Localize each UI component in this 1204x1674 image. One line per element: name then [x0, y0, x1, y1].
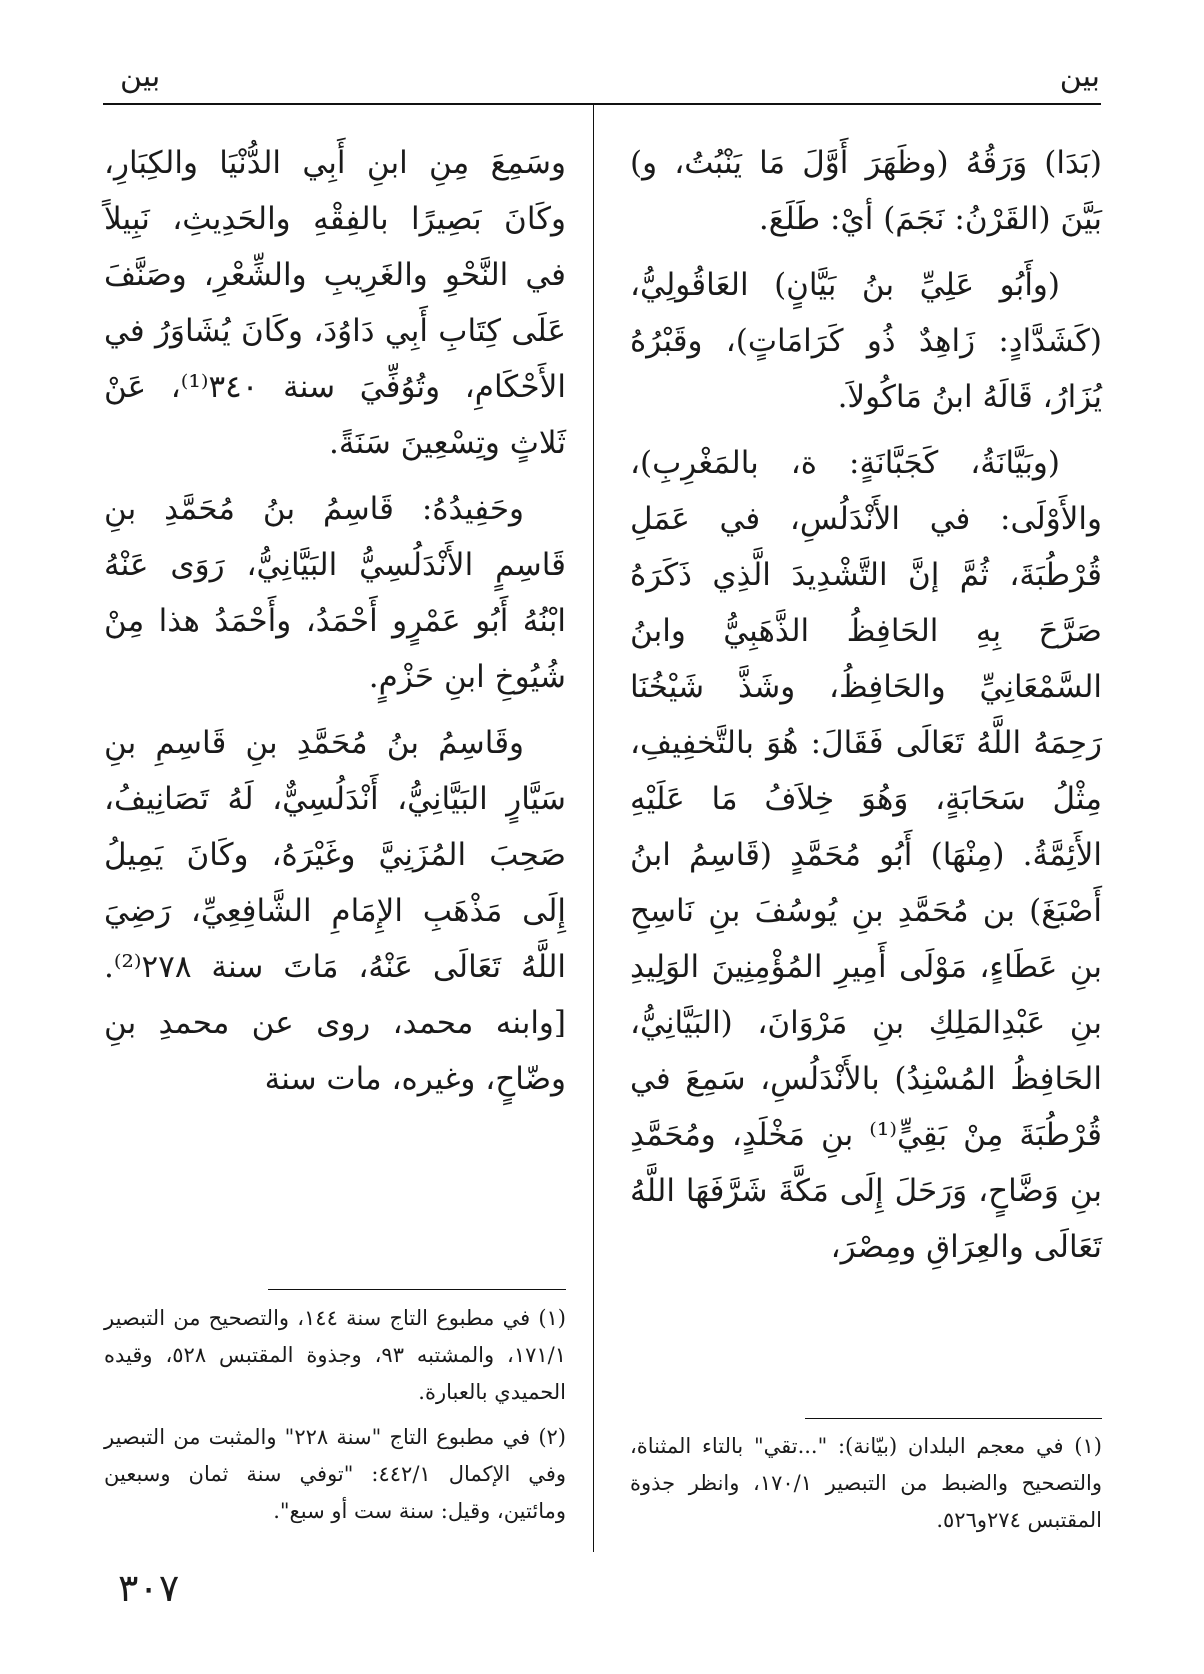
left-column: [104, 135, 566, 1117]
running-header-left: بين: [120, 59, 161, 94]
right-footnote-1: (١) في معجم البلدان (بيّانة): "...تقي" بالتاء المثناة، والتصحيح والضبط من التبصير ١٧٠/١، وانظر جذوة المقتبس ٢٧٤و٥٢٦.: [630, 1434, 1102, 1532]
left-paragraph-3: وقَاسِمُ بنُ مُحَمَّدِ بنِ قَاسِمِ بنِ سَيَّارٍ البَيَّانِيُّ، أَنْدَلُسِيٌّ، لَهُ تَصَانِيفُ، صَحِبَ المُزَنِيَّ وغَيْرَهُ، وكَانَ يَمِيلُ إِلَى مَذْهَبِ الإِمَامِ الشَّافِعِيِّ، رَضِيَ اللَّهُ تَعَالَى عَنْهُ، مَاتَ سنة ٢٧٨⁽²⁾. [وابنه محمد، روى عن محمدِ بنِ وضّاحٍ، وغيره، مات سنة: [104, 725, 566, 1097]
left-footnote-1: (١) في مطبوع التاج سنة ١٤٤، والتصحيح من التبصير ١٧١/١، والمشتبه ٩٣، وجذوة المقتبس ٥٢٨، وقيده الحميدي بالعبارة.: [104, 1306, 567, 1404]
left-footnotes: [104, 1300, 566, 1538]
right-footnote-rule: [805, 1418, 1102, 1419]
right-paragraph-2: (وأَبُو عَلِيِّ بنُ بَيَّانٍ) العَاقُولِيُّ، (كَشَدَّادٍ: زَاهِدٌ ذُو كَرَامَاتٍ)، وقَبْرُهُ يُزَارُ، قَالَهُ ابنُ مَاكُولاَ.: [630, 267, 1102, 415]
right-footnotes: [630, 1428, 1102, 1547]
column-divider: [593, 105, 594, 1552]
left-paragraph-1: وسَمِعَ مِنِ ابنِ أَبِي الدُّنْيَا والكِبَارِ، وكَانَ بَصِيرًا بالفِقْهِ والحَدِيثِ، نَبِيلاً في النَّحْوِ والغَرِيبِ والشِّعْرِ، وصَنَّفَ عَلَى كِتَابِ أَبِي دَاوُدَ، وكَانَ يُشَاوَرُ في الأَحْكَامِ، وتُوُفِّيَ سنة ٣٤٠⁽¹⁾، عَنْ ثَلاثٍ وتِسْعِينَ سَنَةً.: [104, 145, 566, 461]
left-footnote-rule: [268, 1289, 566, 1290]
left-paragraph-2: وحَفِيدُهُ: قَاسِمُ بنُ مُحَمَّدِ بنِ قَاسِمٍ الأَنْدَلُسِيُّ البَيَّانِيُّ، رَوَى عَنْهُ ابْنُهُ أَبُو عَمْرٍو أَحْمَدُ، وأَحْمَدُ هذا مِنْ شُيُوخِ ابنِ حَزْمٍ.: [104, 491, 566, 695]
page-number: ٣٠٧: [118, 1566, 180, 1610]
header-rule: [103, 103, 1101, 105]
right-paragraph-3: (وبَيَّانَةُ، كَجَبَّانَةٍ: ة، بالمَغْرِبِ)، والأَوْلَى: في الأَنْدَلُسِ، في عَمَلِ قُرْطُبَةَ، ثُمَّ إنَّ التَّشْدِيدَ الَّذِي ذَكَرَهُ صَرَّحَ بِهِ الحَافِظُ الذَّهَبِيُّ وابنُ السَّمْعَانِيِّ والحَافِظُ، وشَذَّ شَيْخُنَا رَحِمَهُ اللَّهُ تَعَالَى فَقَالَ: هُوَ بالتَّخفِيفِ، مِثْلُ سَحَابَةٍ، وَهُوَ خِلاَفُ مَا عَلَيْهِ الأَئِمَّةُ. (مِنْهَا) أَبُو مُحَمَّدٍ (قَاسِمُ ابنُ أَصْبَغَ) بن مُحَمَّدِ بنِ يُوسُفَ بنِ نَاسِحِ بنِ عَطَاءٍ، مَوْلَى أَمِيرِ المُؤْمِنِينَ الوَلِيدِ بنِ عَبْدِالمَلِكِ بنِ مَرْوَانَ، (البَيَّانِيُّ، الحَافِظُ المُسْنِدُ) بالأَنْدَلُسِ، سَمِعَ في قُرْطُبَةَ مِنْ بَقِيٍّ⁽¹⁾ بنِ مَخْلَدٍ، ومُحَمَّدِ بنِ وَضَّاحٍ، وَرَحَلَ إِلَى مَكَّةَ شَرَّفَهَا اللَّهُ تَعَالَى والعِرَاقِ ومِصْرَ،: [630, 445, 1102, 1265]
right-paragraph-1: (بَدَا) وَرَقُهُ (وظَهَرَ أَوَّلَ مَا يَنْبُتُ، و) بَيَّنَ (القَرْنُ: نَجَمَ) أيْ: طَلَعَ.: [630, 145, 1102, 237]
running-header-right: بين: [1059, 59, 1100, 94]
right-column: [630, 135, 1102, 1285]
left-footnote-2: (٢) في مطبوع التاج "سنة ٢٢٨" والمثبت من التبصير وفي الإكمال ٤٤٢/١: "توفي سنة ثمان وسبعين ومائتين، وقيل: سنة ست أو سبع".: [104, 1425, 566, 1523]
